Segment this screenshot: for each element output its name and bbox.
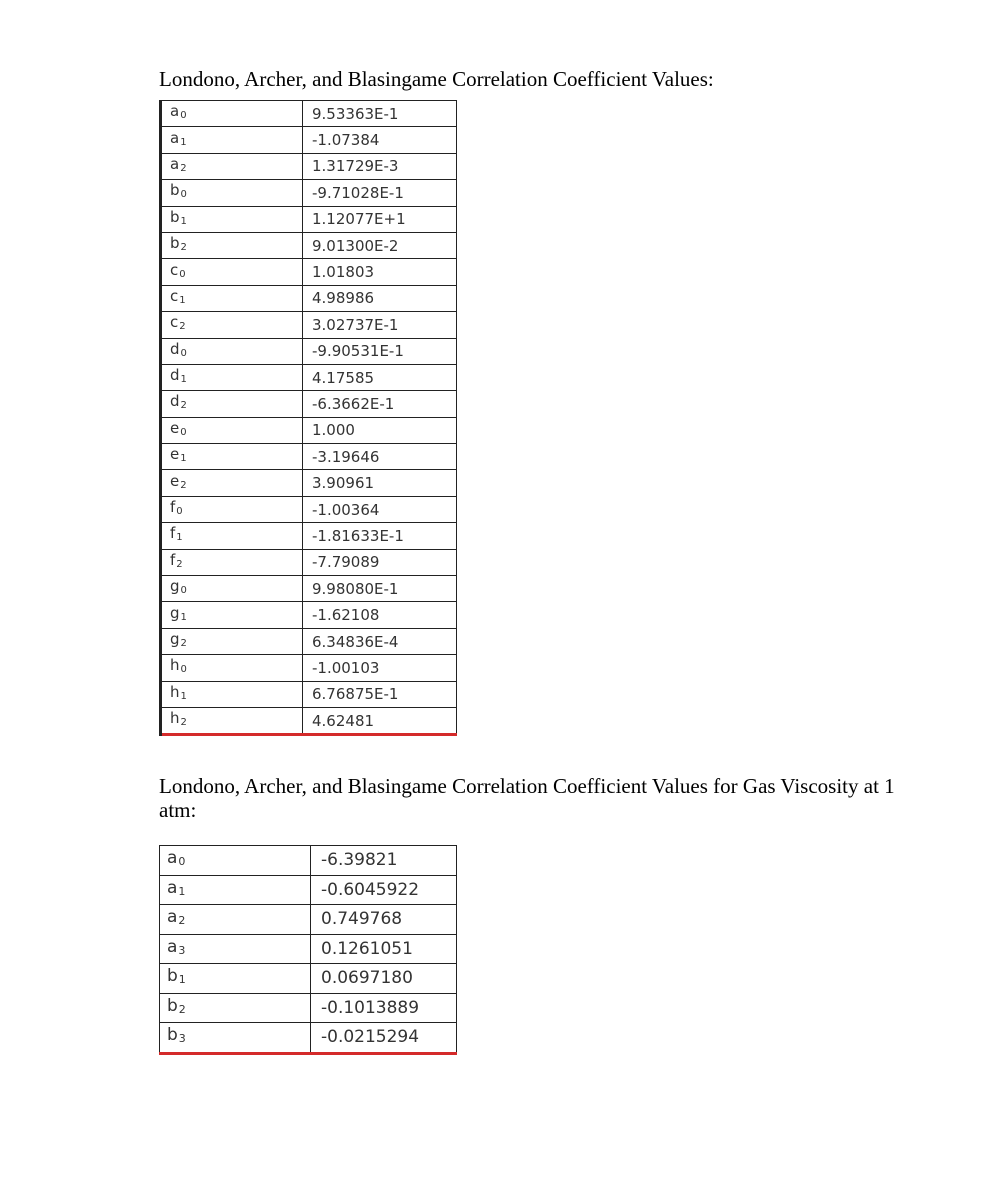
coefficient-symbol-subscript: 2 (180, 638, 187, 649)
table-row (160, 875, 457, 905)
coefficient-symbol-base: a (167, 877, 178, 898)
coefficient-symbol-base: f (170, 550, 176, 569)
coefficient-symbol (161, 127, 303, 153)
coefficient-symbol-subscript: 3 (178, 1032, 186, 1046)
coefficient-value: 9.98080E-1 (303, 576, 457, 602)
coefficient-symbol (161, 628, 303, 654)
coefficient-symbol-base: f (170, 498, 176, 517)
coefficient-symbol-subscript: 1 (180, 611, 187, 623)
coefficient-value: -6.39821 (311, 846, 457, 876)
coefficient-symbol-subscript: 0 (180, 110, 187, 122)
coefficient-symbol (160, 934, 311, 964)
table-row (161, 496, 457, 522)
coefficient-symbol-base: h (170, 656, 180, 675)
coefficient-symbol-base: g (170, 577, 180, 596)
coefficient-symbol (161, 707, 303, 734)
coefficient-symbol-base: b (170, 234, 180, 253)
coefficient-symbol-subscript: 2 (180, 717, 187, 729)
coefficient-symbol-base: b (167, 995, 178, 1016)
coefficient-symbol-subscript: 1 (176, 532, 183, 544)
coefficient-value: -9.90531E-1 (303, 338, 457, 364)
coefficient-symbol-base: h (170, 709, 180, 728)
coefficient-value: 9.01300E-2 (303, 232, 457, 258)
coefficient-symbol (161, 655, 303, 681)
table-row (161, 206, 457, 232)
table-row (161, 417, 457, 443)
coefficient-value: 1.000 (303, 417, 457, 443)
coefficient-symbol-subscript: 0 (180, 664, 187, 676)
coefficient-symbol-base: e (170, 445, 180, 464)
coefficient-symbol-subscript: 0 (179, 268, 186, 280)
coefficient-symbol-base: b (167, 966, 178, 987)
coefficient-symbol-subscript: 0 (180, 189, 187, 201)
coefficient-value: 1.31729E-3 (303, 153, 457, 179)
table-row (161, 707, 457, 734)
table-row (161, 285, 457, 311)
coefficient-value: 0.1261051 (311, 934, 457, 964)
coefficient-symbol (160, 875, 311, 905)
coefficient-symbol (161, 496, 303, 522)
coefficient-symbol-subscript: 0 (180, 585, 187, 597)
table-row (161, 523, 457, 549)
coefficient-symbol (161, 549, 303, 575)
table-row (161, 101, 457, 127)
coefficient-value: -3.19646 (303, 444, 457, 470)
coefficient-symbol (160, 846, 311, 876)
coefficient-value: 9.53363E-1 (303, 101, 457, 127)
table-row (161, 127, 457, 153)
coefficient-symbol-base: b (170, 207, 180, 226)
coefficient-symbol-subscript: 1 (180, 690, 187, 702)
coefficient-symbol (160, 993, 311, 1023)
coefficient-symbol-subscript: 1 (180, 215, 187, 227)
coefficient-symbol-subscript: 1 (178, 884, 186, 898)
coefficient-symbol-subscript: 2 (178, 1002, 186, 1016)
coefficient-symbol-base: a (167, 936, 178, 957)
coefficient-symbol-subscript: 0 (180, 426, 187, 438)
coefficient-symbol-base: e (170, 418, 180, 437)
coefficient-value: 0.749768 (311, 905, 457, 935)
coefficient-value: -0.0215294 (311, 1023, 457, 1054)
coefficient-value: -0.1013889 (311, 993, 457, 1023)
coefficient-value: 1.12077E+1 (303, 206, 457, 232)
coefficient-symbol-base: c (170, 313, 179, 332)
table-row (161, 338, 457, 364)
table-row (161, 628, 457, 654)
gas-viscosity-table-body (160, 846, 457, 1054)
coefficient-symbol-subscript: 1 (180, 453, 187, 465)
coefficient-symbol-subscript: 2 (180, 242, 187, 254)
gas-viscosity-coefficient-table (159, 845, 457, 1055)
table-row (161, 259, 457, 285)
coefficient-table (159, 100, 457, 736)
table-row (161, 470, 457, 496)
coefficient-symbol-subscript: 0 (178, 855, 186, 869)
coefficient-symbol (161, 312, 303, 338)
coefficient-value: 1.01803 (303, 259, 457, 285)
coefficient-symbol-base: h (170, 682, 180, 701)
table-row (161, 180, 457, 206)
coefficient-symbol-base: f (170, 524, 176, 543)
coefficient-value: -7.79089 (303, 549, 457, 575)
coefficient-symbol-base: a (170, 102, 180, 121)
coefficient-value: 3.02737E-1 (303, 312, 457, 338)
coefficient-symbol (161, 364, 303, 390)
table-row (160, 1023, 457, 1054)
coefficient-symbol (161, 444, 303, 470)
coefficient-symbol-base: c (170, 260, 179, 279)
coefficient-value: -1.00364 (303, 496, 457, 522)
coefficient-symbol-subscript: 0 (180, 347, 187, 359)
coefficient-symbol-base: d (170, 392, 180, 411)
coefficient-value: 0.0697180 (311, 964, 457, 994)
table-row (161, 576, 457, 602)
coefficient-value: -1.62108 (303, 602, 457, 628)
table-row (161, 312, 457, 338)
coefficient-symbol (161, 470, 303, 496)
coefficient-symbol (161, 285, 303, 311)
coefficient-value: 4.62481 (303, 707, 457, 734)
coefficient-symbol-subscript: 2 (180, 479, 187, 491)
coefficient-symbol-base: e (170, 471, 180, 490)
table-row (161, 444, 457, 470)
coefficient-symbol-subscript: 2 (180, 400, 187, 412)
table-row (161, 655, 457, 681)
coefficient-symbol-base: g (170, 603, 180, 622)
coefficient-value: -1.07384 (303, 127, 457, 153)
table-row (161, 391, 457, 417)
coefficient-symbol (161, 153, 303, 179)
coefficient-symbol-subscript: 1 (179, 294, 186, 306)
table-row (160, 993, 457, 1023)
coefficient-value: -9.71028E-1 (303, 180, 457, 206)
coefficient-value: -0.6045922 (311, 875, 457, 905)
coefficient-value: -6.3662E-1 (303, 391, 457, 417)
coefficient-symbol-base: b (170, 181, 180, 200)
table-row (160, 964, 457, 994)
coefficient-symbol-base: b (167, 1025, 178, 1046)
table-row (161, 681, 457, 707)
heading-gas-viscosity-coefficients: Londono, Archer, and Blasingame Correlation Coefficient Values for Gas Viscosity at 1 atm: (159, 774, 895, 822)
coefficient-value: 4.17585 (303, 364, 457, 390)
coefficient-symbol (161, 576, 303, 602)
coefficient-symbol-base: g (170, 630, 180, 648)
coefficient-symbol-base: d (170, 366, 180, 385)
coefficient-symbol-subscript: 2 (176, 558, 183, 570)
coefficient-symbol-subscript: 0 (176, 506, 183, 518)
coefficient-symbol (161, 101, 303, 127)
coefficient-symbol-base: d (170, 339, 180, 358)
coefficient-symbol (161, 259, 303, 285)
coefficient-symbol (161, 417, 303, 443)
coefficient-symbol (160, 1023, 311, 1054)
coefficient-value: 4.98986 (303, 285, 457, 311)
coefficient-symbol (160, 964, 311, 994)
coefficient-symbol-base: a (167, 848, 178, 869)
coefficient-symbol (161, 602, 303, 628)
coefficient-value: -1.81633E-1 (303, 523, 457, 549)
coefficient-symbol-subscript: 2 (180, 162, 187, 174)
table-row (160, 846, 457, 876)
coefficient-symbol-subscript: 2 (179, 321, 186, 333)
coefficient-symbol-base: a (170, 154, 180, 173)
heading-coefficient-values: Londono, Archer, and Blasingame Correlation Coefficient Values: (159, 67, 714, 91)
coefficient-symbol (160, 905, 311, 935)
coefficient-symbol (161, 391, 303, 417)
coefficient-symbol (161, 523, 303, 549)
coefficient-symbol-subscript: 1 (178, 973, 186, 987)
coefficient-symbol-base: c (170, 286, 179, 305)
table-row (161, 364, 457, 390)
coefficient-symbol-subscript: 1 (180, 136, 187, 148)
coefficient-symbol-subscript: 1 (180, 374, 187, 386)
table-row (161, 602, 457, 628)
coefficient-value: 6.76875E-1 (303, 681, 457, 707)
coefficient-symbol-base: a (170, 128, 180, 147)
coefficient-value: 6.34836E-4 (303, 628, 457, 654)
coefficient-symbol (161, 681, 303, 707)
table-row (161, 153, 457, 179)
coefficient-value: -1.00103 (303, 655, 457, 681)
coefficient-symbol (161, 338, 303, 364)
table-row (161, 232, 457, 258)
coefficient-symbol-subscript: 2 (178, 914, 186, 928)
table-row (160, 905, 457, 935)
coefficient-value: 3.90961 (303, 470, 457, 496)
coefficient-symbol (161, 180, 303, 206)
coefficient-symbol-base: a (167, 907, 178, 928)
coefficient-table-body (161, 101, 457, 735)
table-row (161, 549, 457, 575)
coefficient-symbol (161, 206, 303, 232)
coefficient-symbol (161, 232, 303, 258)
coefficient-symbol-subscript: 3 (178, 943, 186, 957)
table-row (160, 934, 457, 964)
